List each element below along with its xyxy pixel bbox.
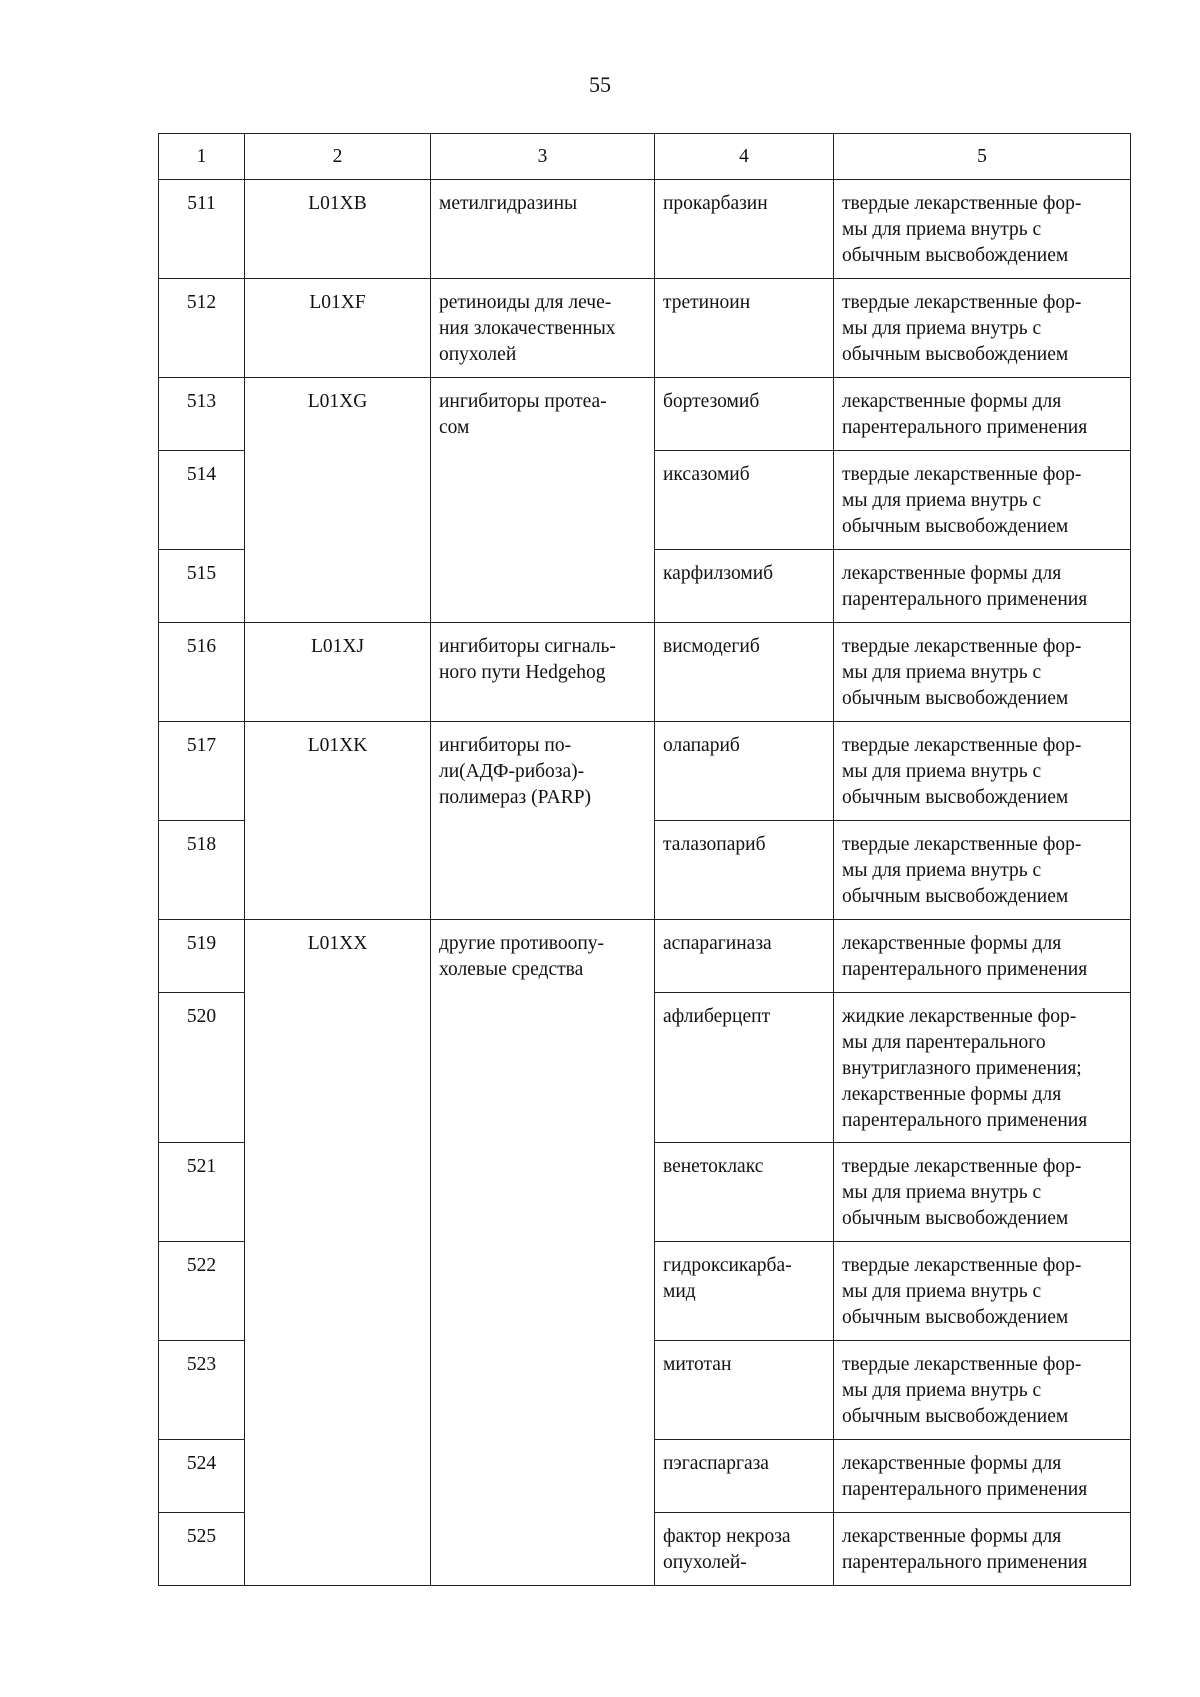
pharmacological-group: метилгидразины (431, 180, 655, 279)
atx-code: L01XF (245, 279, 431, 378)
dosage-form: лекарственные формы для парентерального применения (834, 920, 1131, 993)
dosage-form: лекарственные формы для парентерального применения (834, 1513, 1131, 1586)
pharmacological-group: другие противоопу- холевые средства (431, 920, 655, 1586)
dosage-form: твердые лекарственные фор- мы для приема внутрь с обычным высвобождением (834, 821, 1131, 920)
dosage-form: твердые лекарственные фор- мы для приема внутрь с обычным высвобождением (834, 1143, 1131, 1242)
pharmacological-group: ингибиторы по- ли(АДФ-рибоза)- полимераз (PARP) (431, 722, 655, 920)
pharmacological-group: ингибиторы сигналь- ного пути Hedgehog (431, 623, 655, 722)
dosage-form: твердые лекарственные фор- мы для приема внутрь с обычным высвобождением (834, 722, 1131, 821)
table-row (159, 920, 1131, 993)
drug-name: третиноин (655, 279, 834, 378)
column-header: 3 (431, 134, 655, 180)
table-row (159, 722, 1131, 821)
page-number: 55 (589, 72, 611, 97)
dosage-form: жидкие лекарственные фор- мы для парентерального внутриглазного применения; лекарственные формы для парентерального применения (834, 993, 1131, 1143)
atx-code: L01XK (245, 722, 431, 920)
drug-name: митотан (655, 1341, 834, 1440)
table-header-row (159, 134, 1131, 180)
drug-name: венетоклакс (655, 1143, 834, 1242)
row-number: 512 (159, 279, 245, 378)
drug-name: фактор некроза опухолей- (655, 1513, 834, 1586)
row-number: 524 (159, 1440, 245, 1513)
table-row (159, 279, 1131, 378)
row-number: 511 (159, 180, 245, 279)
dosage-form: твердые лекарственные фор- мы для приема внутрь с обычным высвобождением (834, 279, 1131, 378)
row-number: 518 (159, 821, 245, 920)
dosage-form: твердые лекарственные фор- мы для приема внутрь с обычным высвобождением (834, 1242, 1131, 1341)
drug-name: аспарагиназа (655, 920, 834, 993)
dosage-form: лекарственные формы для парентерального применения (834, 1440, 1131, 1513)
row-number: 522 (159, 1242, 245, 1341)
drug-name: афлиберцепт (655, 993, 834, 1143)
dosage-form: твердые лекарственные фор- мы для приема внутрь с обычным высвобождением (834, 451, 1131, 550)
drug-table (158, 133, 1131, 1586)
dosage-form: твердые лекарственные фор- мы для приема внутрь с обычным высвобождением (834, 180, 1131, 279)
row-number: 519 (159, 920, 245, 993)
dosage-form: лекарственные формы для парентерального применения (834, 550, 1131, 623)
atx-code: L01XB (245, 180, 431, 279)
atx-code: L01XX (245, 920, 431, 1586)
dosage-form: лекарственные формы для парентерального применения (834, 378, 1131, 451)
drug-name: иксазомиб (655, 451, 834, 550)
column-header: 4 (655, 134, 834, 180)
row-number: 516 (159, 623, 245, 722)
drug-name: талазопариб (655, 821, 834, 920)
atx-code: L01XG (245, 378, 431, 623)
drug-name: карфилзомиб (655, 550, 834, 623)
row-number: 520 (159, 993, 245, 1143)
column-header: 1 (159, 134, 245, 180)
dosage-form: твердые лекарственные фор- мы для приема внутрь с обычным высвобождением (834, 1341, 1131, 1440)
drug-name: прокарбазин (655, 180, 834, 279)
row-number: 517 (159, 722, 245, 821)
drug-name: висмодегиб (655, 623, 834, 722)
table-row (159, 623, 1131, 722)
column-header: 2 (245, 134, 431, 180)
drug-name: пэгаспаргаза (655, 1440, 834, 1513)
pharmacological-group: ретиноиды для лече- ния злокачественных опухолей (431, 279, 655, 378)
dosage-form: твердые лекарственные фор- мы для приема внутрь с обычным высвобождением (834, 623, 1131, 722)
row-number: 515 (159, 550, 245, 623)
row-number: 525 (159, 1513, 245, 1586)
column-header: 5 (834, 134, 1131, 180)
atx-code: L01XJ (245, 623, 431, 722)
row-number: 514 (159, 451, 245, 550)
drug-name: гидроксикарба- мид (655, 1242, 834, 1341)
drug-name: олапариб (655, 722, 834, 821)
row-number: 521 (159, 1143, 245, 1242)
pharmacological-group: ингибиторы протеа- сом (431, 378, 655, 623)
row-number: 523 (159, 1341, 245, 1440)
table-row (159, 180, 1131, 279)
row-number: 513 (159, 378, 245, 451)
drug-name: бортезомиб (655, 378, 834, 451)
table-row (159, 378, 1131, 451)
